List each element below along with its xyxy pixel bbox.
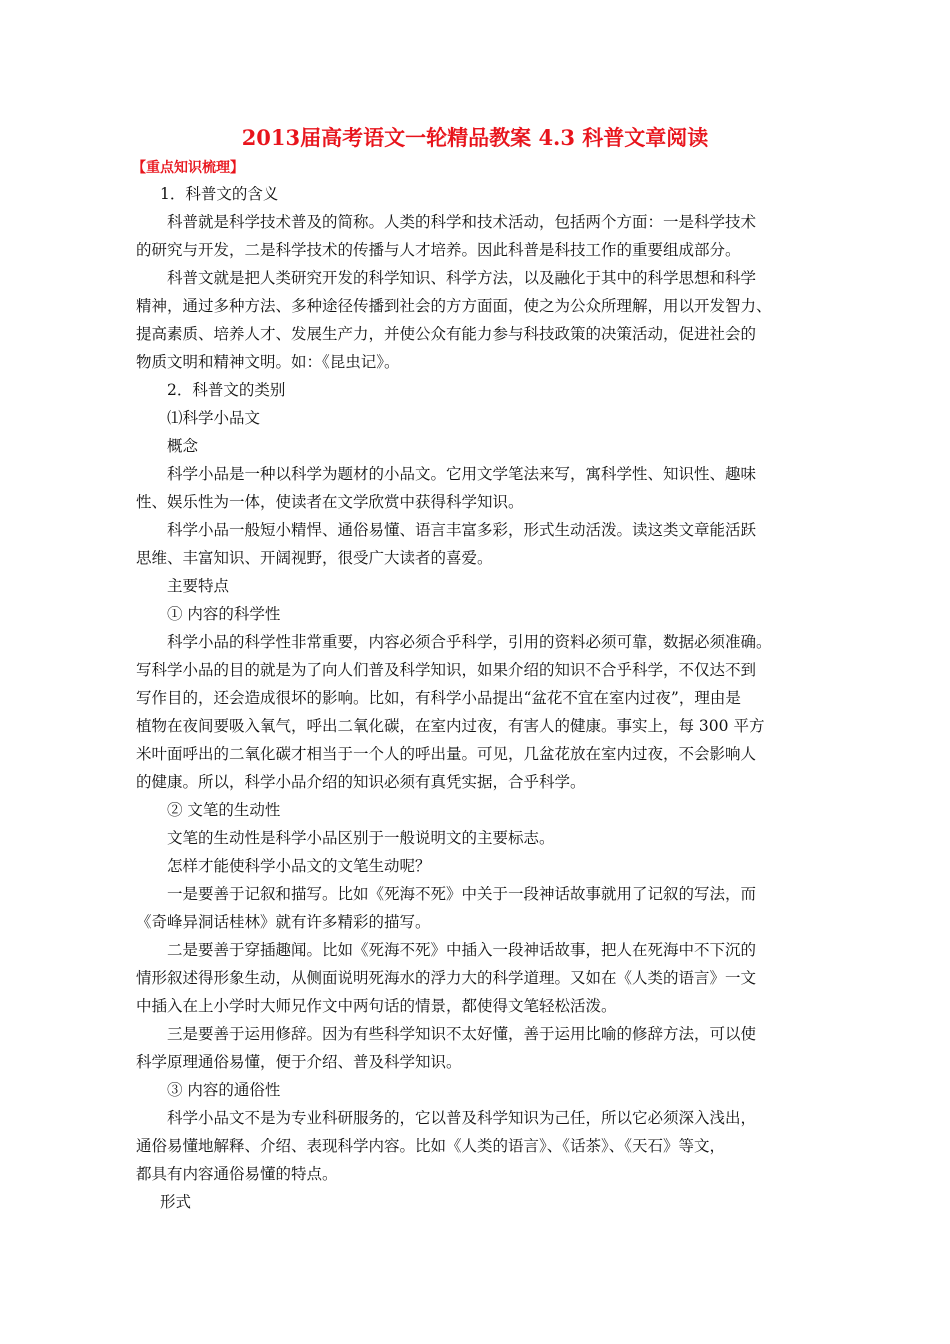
document-body [136, 180, 816, 1216]
paragraph-4: 科学小品一般短小精悍、通俗易懂、语言丰富多彩，形式生动活泼。读这类文章能活跃 思维、丰富知识、开阔视野，很受广大读者的喜爱。 [136, 521, 757, 567]
label-concept: 概念 [167, 437, 199, 455]
feature-popular: ③ 内容的通俗性 [167, 1081, 281, 1099]
label-features: 主要特点 [167, 577, 230, 595]
paragraph-5: 科学小品的科学性非常重要，内容必须合乎科学，引用的资料必须可靠，数据必须准确。 写科学小品的目的就是为了向人们普及科学知识，如果介绍的知识不合乎科学，不仅达不到 写作目的，还会造成很坏的影响。比如，有科学小品提出“盆花不宜在室内过夜”，理由是 植物在夜间要吸入氧气，呼出二氧化碳，在室内过夜，有害人的健康。事实上，每 300 平方 米叶面呼出的二氧化碳才相当于一个人的呼出量。可见，几盆花放在室内过夜，不会影响人 的健康。所以，科学小品介绍的知识必须有真凭实据，合乎科学。 [136, 633, 772, 791]
paragraph-3: 科学小品是一种以科学为题材的小品文。它用文学笔法来写，寓科学性、知识性、趣味 性、娱乐性为一体，使读者在文学欣赏中获得科学知识。 [136, 465, 757, 511]
paragraph-10: 三是要善于运用修辞。因为有些科学知识不太好懂，善于运用比喻的修辞方法，可以使 科学原理通俗易懂，便于介绍、普及科学知识。 [136, 1025, 757, 1071]
paragraph-1: 科普就是科学技术普及的简称。人类的科学和技术活动，包括两个方面：一是科学技术 的研究与开发，二是科学技术的传播与人才培养。因此科普是科技工作的重要组成部分。 [136, 213, 757, 259]
heading-science-essay: ⑴科学小品文 [167, 409, 261, 427]
page-title: 2013届高考语文一轮精品教案 4.3 科普文章阅读 [241, 125, 709, 150]
feature-vivid: ② 文笔的生动性 [167, 801, 281, 819]
feature-scientific: ① 内容的科学性 [167, 605, 281, 623]
paragraph-2: 科普文就是把人类研究开发的科学知识、科学方法，以及融化于其中的科学思想和科学 精神，通过多种方法、多种途径传播到社会的方方面面，使之为公众所理解，用以开发智力、 提高素质、培养人才、发展生产力，并使公众有能力参与科技政策的决策活动，促进社会的 物质文明和精神文明。如：《昆虫记》。 [136, 269, 772, 371]
label-form: 形式 [160, 1193, 192, 1211]
heading-categories: 2．科普文的类别 [167, 381, 286, 399]
paragraph-8: 一是要善于记叙和描写。比如《死海不死》中关于一段神话故事就用了记叙的写法，而 《奇峰异洞话桂林》就有许多精彩的描写。 [136, 885, 757, 931]
heading-meaning: 1．科普文的含义 [160, 185, 279, 203]
paragraph-6: 文笔的生动性是科学小品区别于一般说明文的主要标志。 [167, 829, 555, 847]
section-heading: 【重点知识梳理】 [132, 160, 244, 176]
paragraph-9: 二是要善于穿插趣闻。比如《死海不死》中插入一段神话故事，把人在死海中不下沉的 情形叙述得形象生动，从侧面说明死海水的浮力大的科学道理。又如在《人类的语言》一文 中插入在上小学时大师兄作文中两句话的情景，都使得文笔轻松活泼。 [136, 941, 757, 1015]
paragraph-7: 怎样才能使科学小品文的文笔生动呢？ [167, 857, 431, 875]
paragraph-11: 科学小品文不是为专业科研服务的，它以普及科学知识为己任，所以它必须深入浅出， 通俗易懂地解释、介绍、表现科学内容。比如《人类的语言》、《话茶》、《天石》等文， 都具有内容通俗易懂的特点。 [136, 1109, 757, 1183]
